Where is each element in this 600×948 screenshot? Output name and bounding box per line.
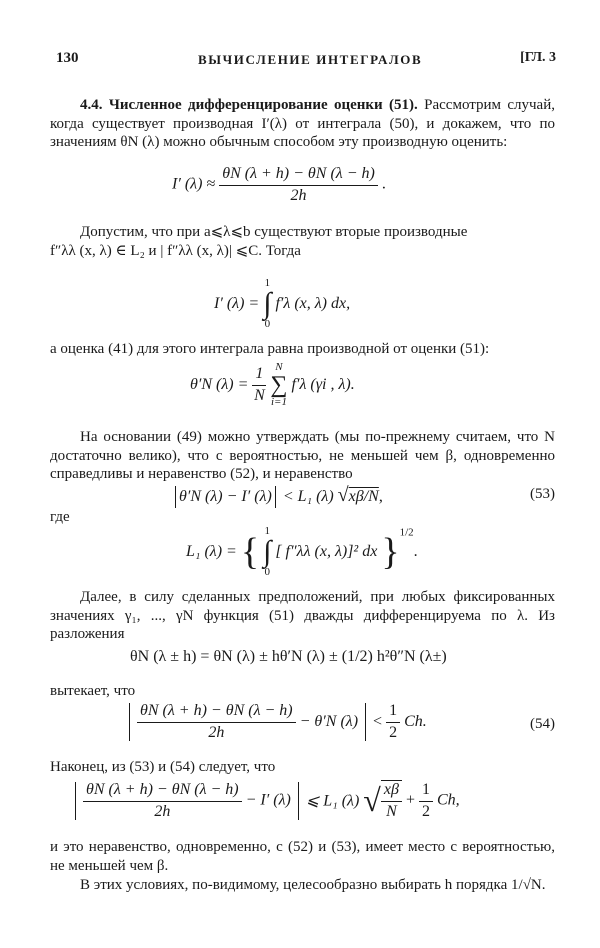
formula-theta-prime	[190, 362, 355, 408]
integral-sign: 1 ∫ 0	[263, 525, 272, 578]
fraction	[252, 365, 266, 405]
formula-inequality-54	[126, 702, 427, 742]
sum-upper-limit: N	[275, 361, 283, 373]
equation-number-53: (53)	[530, 486, 555, 502]
numerator: xβ	[381, 781, 402, 802]
subtracted-term: − I′ (λ)	[245, 791, 291, 809]
paragraph-choice-h: В этих условиях, по-видимому, целесообразно выбирать h порядка 1/√N.	[80, 877, 546, 893]
integral-upper-limit: 1	[264, 277, 271, 289]
fraction	[83, 781, 242, 821]
numerator: θN (λ + h) − θN (λ − h)	[83, 781, 242, 802]
exponent: 1/2	[399, 526, 414, 539]
running-title: ВЫЧИСЛЕНИЕ ИНТЕГРАЛОВ	[198, 52, 423, 67]
fraction	[137, 702, 296, 742]
numerator: 1	[419, 781, 433, 802]
paragraph-basis: На основании (49) можно утверждать (мы по-прежнему считаем, что N достаточно велико), что с вероятностью, не меньшей чем β, одновременно справедливы и неравенство (52), и неравенство	[50, 429, 555, 482]
integrand: [ f″λλ (x, λ)]² dx	[275, 543, 378, 560]
numerator: 1	[386, 702, 400, 723]
half-fraction	[386, 702, 400, 742]
chapter-label: [ГЛ. 3	[520, 50, 556, 65]
integral-sign: 1 ∫ 0	[263, 277, 272, 330]
subtracted-term: − θ′N (λ)	[299, 713, 359, 730]
paragraph-finally: Наконец, из (53) и (54) следует, что	[50, 759, 276, 775]
formula-end: ,	[378, 488, 383, 505]
formula-taylor: θN (λ ± h) = θN (λ) ± hθ′N (λ) ± (1/2) h²θ″N (λ±)	[130, 648, 447, 665]
formula-L1: L₁ (λ) = { 1 ∫ 0 [ f″λλ (x, λ)]² dx }$^{1/2}$.	[186, 525, 418, 578]
integral-lower-limit: 0	[264, 318, 271, 330]
plus-sign: +	[405, 791, 415, 809]
sum-sign: N ∑ i=1	[270, 361, 288, 408]
formula-lhs: I′ (λ) ≈	[172, 175, 216, 193]
denominator: N	[386, 803, 397, 820]
page-number: 130	[56, 50, 79, 66]
paragraph-conclusion: и это неравенство, одновременно, с (52) и (53), имеет место с вероятностью, не меньшей чем β.	[50, 839, 555, 874]
radicand: xβ/N	[348, 488, 379, 505]
paragraph-follows: вытекает, что	[50, 683, 136, 699]
formula-end: .	[413, 543, 418, 560]
root-fraction	[381, 780, 402, 821]
denominator: 2h	[290, 187, 307, 204]
numerator: θN (λ + h) − θN (λ − h)	[137, 702, 296, 723]
formula-tail: Ch.	[404, 713, 427, 730]
formula-lhs: L₁ (λ) =	[186, 543, 237, 560]
formula-integral-derivative	[214, 278, 350, 330]
integral-upper-limit: 1	[264, 525, 270, 537]
paragraph-further: Далее, в силу сделанных предположений, при любых фиксированных значениях γ₁, ..., γN функция (51) дважды дифференцируема по λ. Из разложения	[50, 589, 555, 642]
running-header	[50, 50, 556, 72]
abs-expression: θ′N (λ) − I′ (λ)	[179, 488, 272, 505]
where-label: где	[50, 509, 70, 525]
denominator: N	[254, 387, 265, 404]
paragraph-estimate: а оценка (41) для этого интеграла равна производной от оценки (51):	[50, 341, 490, 357]
assumption-line-1: Допустим, что при a⩽λ⩽b существуют вторые производные	[80, 224, 468, 240]
numerator: θN (λ + h) − θN (λ − h)	[219, 165, 378, 186]
denominator: 2	[421, 802, 430, 820]
paragraph-text: Рассмотрим случай, когда существует производная I′(λ) от интеграла (50), и докажем, что по значениям θN (λ) можно обычным способом эту производную оценить:	[50, 97, 555, 150]
formula-derivative-estimate	[172, 165, 386, 205]
sum-lower-limit: i=1	[270, 396, 287, 408]
denominator: 2	[389, 724, 398, 741]
formula-final-inequality: $\frac{\theta N (\lambda + h) - \theta N (\lambda - h)}{2h}$ − I′ (λ) ⩽ L₁ (λ) √ $\frac{x\beta}{N}$ + $\frac{1}{2}$ Ch,	[72, 780, 460, 821]
formula-rhs: ⩽ L₁ (λ)	[305, 792, 360, 810]
formula-end: .	[381, 175, 386, 193]
half-fraction	[419, 781, 433, 821]
formula-lhs: I′ (λ) =	[214, 295, 260, 312]
denominator: 2h	[154, 802, 171, 820]
formula-tail: Ch,	[436, 791, 460, 809]
formula-inequality-53: θ′N (λ) − I′ (λ) < L₁ (λ) √xβ/N,	[172, 484, 383, 508]
inequality-sign: <	[373, 713, 383, 730]
formula-rhs: < L₁ (λ)	[282, 488, 334, 505]
denominator: 2h	[208, 724, 225, 741]
integrand: f′λ (x, λ) dx,	[275, 295, 351, 312]
integral-lower-limit: 0	[264, 566, 270, 578]
equation-number-54: (54)	[530, 716, 555, 732]
section-heading: 4.4. Численное дифференцирование оценки (51).	[80, 97, 418, 113]
paragraph-section-4-4	[50, 96, 555, 152]
formula-lhs: θ′N (λ) =	[190, 376, 249, 393]
numerator: 1	[252, 365, 266, 386]
assumption-line-2: f″λλ (x, λ) ∈ L₂ и | f″λλ (x, λ)| ⩽C. Тогда	[50, 242, 301, 259]
fraction	[219, 165, 378, 205]
summand: f′λ (γi , λ).	[291, 376, 355, 393]
paragraph-assumption	[50, 223, 555, 260]
